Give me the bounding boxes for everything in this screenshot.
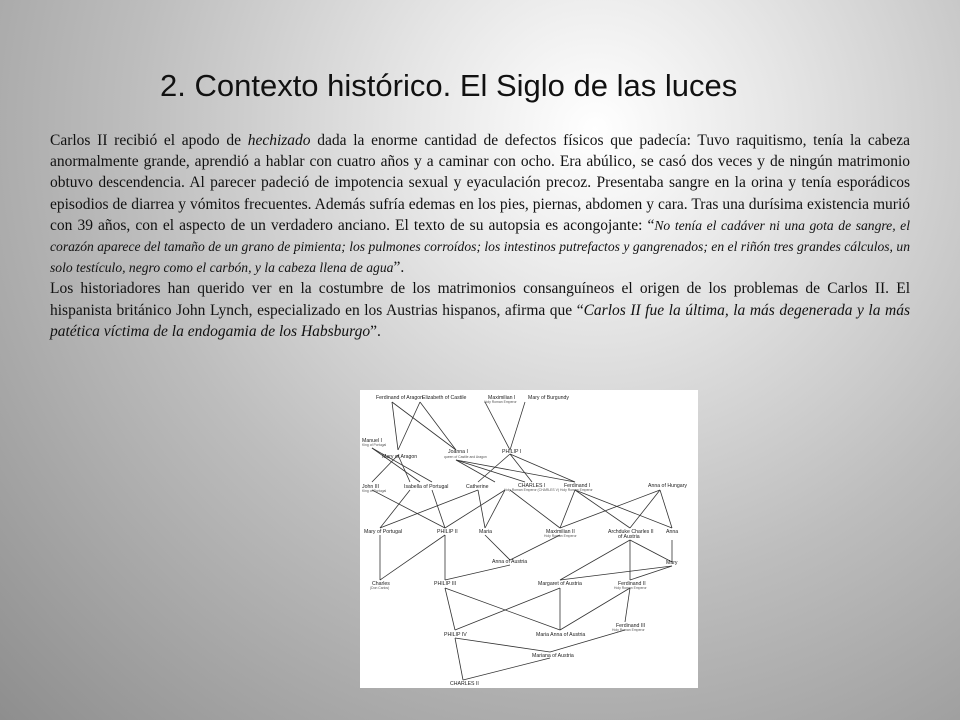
- node-manuel-i: Manuel I: [362, 438, 382, 444]
- node-philip-i: PHILIP I: [502, 449, 522, 455]
- node-mary-of-aragon: Mary of Aragon: [382, 454, 418, 460]
- node-anna-of-austria: Anna of Austria: [492, 559, 528, 565]
- node-mariana-of-austria: Mariana of Austria: [532, 653, 574, 659]
- node-ferdinand-i: Ferdinand I: [564, 483, 591, 489]
- tree-connectors: [372, 402, 672, 680]
- node-ferdinand-ii-title: Holy Roman Emperor: [614, 586, 647, 590]
- node-maximilian-ii: Maximilian II: [546, 529, 575, 535]
- node-maria-anna-of-austria: Maria Anna of Austria: [536, 632, 586, 638]
- node-elizabeth-of-castile: Elizabeth of Castile: [422, 395, 467, 401]
- node-john-iii: John III: [362, 484, 380, 490]
- node-archduke-charles-ii: Archduke Charles II: [608, 529, 654, 535]
- node-mary: Mary: [666, 560, 678, 566]
- body-text: [50, 130, 910, 342]
- node-charles-don-carlos-title: (Don Carlos): [370, 586, 390, 590]
- paragraph2-text-1: Los historiadores han querido ver en la costumbre de los matrimonios consanguíneos el origen de los problemas de Carlos II. El hispanista británico John Lynch, especializado en los Austrias hispanos, afirma que “: [50, 280, 910, 319]
- node-charles-i-title: Holy Roman Emperor (CHARLES V): [504, 488, 560, 492]
- paragraph1-text-1: Carlos II recibió el apodo de: [50, 132, 248, 149]
- node-margaret-of-austria: Margaret of Austria: [538, 581, 582, 587]
- lynch-quote: Carlos II fue la última, la más degenerada y la más patética víctima de la endogamia de los Habsburgo: [50, 301, 910, 340]
- hechizado-term: hechizado: [247, 132, 311, 149]
- node-ferdinand-iii: Ferdinand III: [616, 623, 646, 629]
- node-charles-ii: CHARLES II: [450, 681, 479, 687]
- node-catherine: Catherine: [466, 484, 489, 490]
- node-anna: Anna: [666, 529, 679, 535]
- node-anna-of-hungary: Anna of Hungary: [648, 483, 687, 489]
- node-ferdinand-i-title: Holy Roman Emperor: [560, 488, 593, 492]
- node-maximilian-i: Maximilian I: [488, 395, 516, 401]
- node-charles-i: CHARLES I: [518, 483, 546, 489]
- paragraph1-text-3: ”.: [393, 259, 405, 277]
- node-joanna-i-title: queen of Castile and Aragon: [444, 455, 487, 459]
- node-mary-of-burgundy: Mary of Burgundy: [528, 395, 569, 401]
- node-maximilian-i-title: Holy Roman Emperor: [484, 400, 517, 404]
- node-ferdinand-of-aragon: Ferdinand of Aragon: [376, 395, 424, 401]
- habsburg-family-tree: [360, 390, 698, 688]
- paragraph2-text-2: ”.: [370, 322, 381, 340]
- node-philip-iv: PHILIP IV: [444, 632, 467, 638]
- node-manuel-i-title: King of Portugal: [362, 443, 387, 447]
- node-joanna-i: Joanna I: [448, 449, 468, 455]
- node-maximilian-ii-title: Holy Roman Emperor: [544, 534, 577, 538]
- node-archduke-charles-ii-title: of Austria: [618, 534, 640, 540]
- node-ferdinand-iii-title: Holy Roman Emperor: [612, 628, 645, 632]
- node-charles-don-carlos: Charles: [372, 581, 390, 587]
- node-ferdinand-ii: Ferdinand II: [618, 581, 646, 587]
- autopsy-quote: No tenía el cadáver ni una gota de sangre, el corazón aparece del tamaño de un grano de pimienta; los pulmones corroídos; los intestinos putrefactos y gangrenados; en el riñón tres grandes cálculos, un solo testículo, negro como el carbón, y la cabeza llena de agua: [50, 217, 910, 276]
- node-mary-of-portugal: Mary of Portugal: [364, 529, 403, 535]
- node-philip-iii: PHILIP III: [434, 581, 457, 587]
- paragraph-carlos-ii: [50, 130, 910, 278]
- paragraph1-text-2: dada la enorme cantidad de defectos físicos que padecía: Tuvo raquitismo, tenía la cabeza anormalmente grande, aprendió a hablar con cuatro años y a caminar con ocho. Era abúlico, se casó dos veces y de ningún matrimonio obtuvo descendencia. Al parecer padeció de impotencia sexual y eyaculación precoz. Presentaba sangre en la orina y tenía esporádicos episodios de diarrea y vómitos frecuentes. Además sufría edemas en los pies, piernas, abdomen y cara. Tras una durísima existencia murió con 39 años, con el aspecto de un verdadero anciano. El texto de su autopsia es acongojante: “: [50, 132, 910, 234]
- slide-title: 2. Contexto histórico. El Siglo de las luces: [160, 68, 738, 103]
- paragraph-historians: [50, 278, 910, 342]
- node-philip-ii: PHILIP II: [437, 529, 458, 535]
- family-tree-diagram: [360, 390, 698, 688]
- node-isabella-of-portugal: Isabella of Portugal: [404, 484, 449, 490]
- node-maria: Maria: [479, 529, 492, 535]
- node-john-iii-title: King of Portugal: [362, 489, 387, 493]
